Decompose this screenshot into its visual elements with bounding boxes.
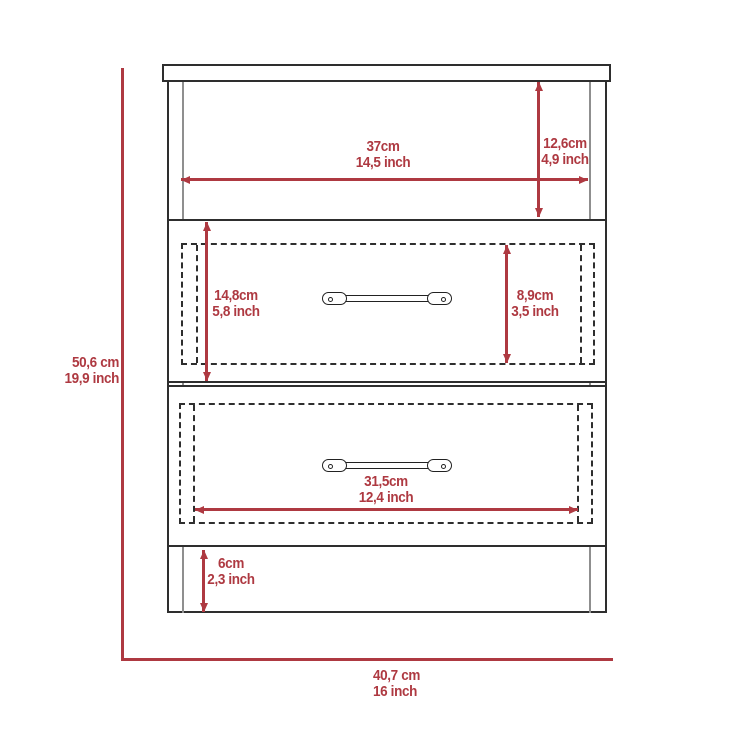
top-opening-width-cm: 37cm [366,138,400,155]
overall-width-label [373,668,454,700]
top-opening-width-inch: 14,5 inch [355,154,411,171]
screw-icon [441,297,446,302]
drawer-front-height-inch: 5,8 inch [212,303,260,320]
overall-height-inch: 19,9 inch [64,370,119,387]
handle-endcap-right [427,292,452,305]
drawer-opening-height-label [499,288,571,320]
handle-endcap-left [322,292,347,305]
drawer-front-height-label [200,288,272,320]
screw-icon [328,297,333,302]
overall-height-extent-line [121,68,124,661]
base-height-inch: 2,3 inch [207,571,255,588]
drawer-width-cm: 31,5cm [364,473,408,490]
drawer-front-height-cm: 14,8cm [214,287,258,304]
drawer-1-inner-line-right [580,245,582,363]
shelf-bottom-line [167,219,607,221]
top-opening-width-arrow [181,178,588,181]
drawer-2-inner-line-right [577,405,579,522]
top-opening-height-cm: 12,6cm [543,135,587,152]
overall-width-extent-line [121,658,613,661]
handle-endcap-right [427,459,452,472]
base-height-label [195,556,267,588]
base-height-cm: 6cm [218,555,244,572]
screw-icon [441,464,446,469]
drawer-2-handle [322,459,452,472]
drawer-width-inch: 12,4 inch [358,489,414,506]
shelf-side-panel-left [182,82,184,219]
overall-width-inch: 16 inch [373,683,418,700]
overall-height-label [47,355,119,387]
base-leg-right [589,547,591,613]
top-opening-height-inch: 4,9 inch [541,151,589,168]
drawer-opening-height-cm: 8,9cm [516,287,554,304]
drawer-opening-height-inch: 3,5 inch [511,303,559,320]
handle-endcap-left [322,459,347,472]
screw-icon [328,464,333,469]
drawer-1-handle [322,292,452,305]
overall-height-cm: 50,6 cm [71,354,119,371]
top-opening-height-label [529,136,601,168]
drawer-divider-line-lower [167,385,607,387]
nightstand-top-board [162,64,611,82]
top-opening-width-label [329,139,437,171]
base-top-line [167,545,607,547]
overall-width-cm: 40,7 cm [373,667,421,684]
drawer-divider-line-upper [167,381,607,383]
drawer-1-inner-line-left [196,245,198,363]
drawer-2-inner-line-left [193,405,195,522]
base-leg-left [182,547,184,613]
drawer-width-arrow [195,508,578,511]
drawer-width-label [332,474,440,506]
